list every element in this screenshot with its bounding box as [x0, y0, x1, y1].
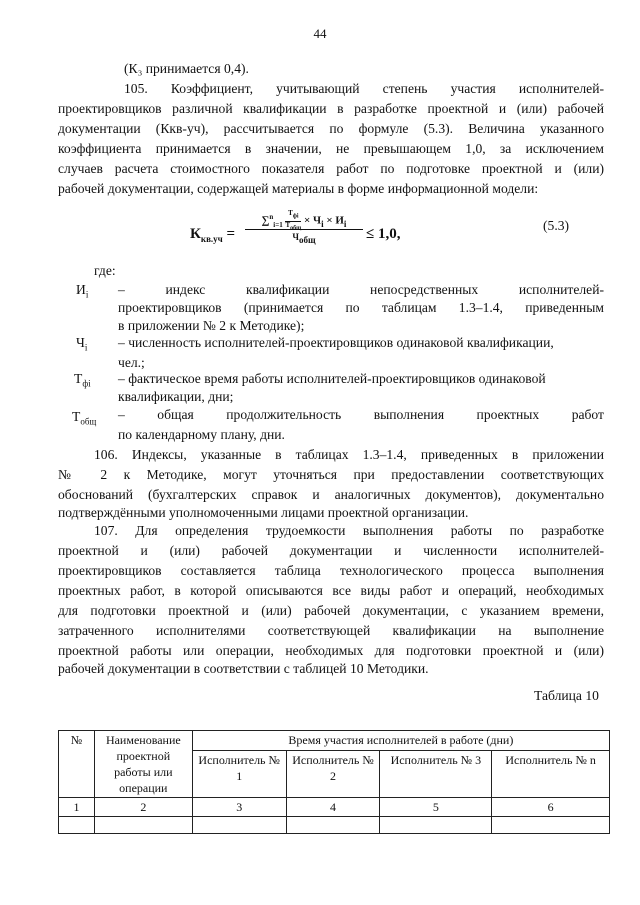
header-cell: № — [59, 731, 95, 798]
fraction-bar — [245, 229, 363, 230]
where-label: где: — [94, 263, 116, 278]
text-line: рабочей документации, содержащей материалы в форме информационной модели: — [58, 181, 539, 196]
definition-line: квалификации, дни; — [118, 389, 234, 404]
text-line: коэффициента принимается в значении, не превышающем 1,0, за исключением — [58, 141, 604, 156]
definition-line: по календарному плану, дни. — [118, 427, 285, 442]
page-number: 44 — [313, 26, 327, 41]
formula-rhs: ≤ 1,0, — [366, 226, 401, 242]
text-line: случаев расчета стоимостного показателя работ по подготовке проектной и (или) — [58, 161, 604, 176]
table-10 — [58, 730, 610, 834]
text-line: 106. Индексы, указанные в таблицах 1.3–1.4, приведенных в приложении — [94, 447, 604, 462]
definition-line: в приложении № 2 к Методике); — [118, 318, 305, 333]
table-cell: 3 — [192, 798, 286, 817]
table-caption: Таблица 10 — [534, 688, 599, 703]
definition-line: – общая продолжительность выполнения проектных работ — [118, 407, 604, 422]
formula-lhs: $К_{кв.уч}$ = — [190, 226, 236, 244]
table-cell — [59, 817, 95, 834]
header-cell: Исполнитель № 2 — [286, 751, 380, 798]
definition-line: чел.; — [118, 355, 145, 370]
text-line: обоснований (бухгалтерских справок и аналогичных документов), документально — [58, 487, 604, 502]
table-cell: 4 — [286, 798, 380, 817]
formula-reference: (5.3) — [543, 218, 570, 233]
definition-line: – фактическое время работы исполнителей-проектировщиков одинаковой — [118, 371, 546, 386]
header-cell: Время участия исполнителей в работе (дни) — [192, 731, 609, 751]
definition-symbol: $Ч_i$ — [76, 335, 88, 353]
text-line: проектных работ, в которой описываются все виды работ и операций, необходимых — [58, 583, 604, 598]
header-cell: Исполнитель № n — [492, 751, 610, 798]
table-header-row — [59, 731, 610, 751]
formula-denominator: $Ч_{общ}$ — [292, 232, 316, 245]
header-cell: Исполнитель № 3 — [380, 751, 492, 798]
header-cell: Исполнитель № 1 — [192, 751, 286, 798]
text-line: подтверждёнными уполномоченными лицами проектной организации. — [58, 505, 469, 520]
table-row — [59, 798, 610, 817]
definition-line: – индекс квалификации непосредственных исполнителей- — [118, 282, 604, 297]
table-cell — [192, 817, 286, 834]
table-cell — [286, 817, 380, 834]
text-line: документации (Ккв-уч), рассчитывается по формуле (5.3). Величина указанного — [58, 121, 604, 136]
table-cell — [94, 817, 192, 834]
text-line: № 2 к Методике, могут уточняться при предоставлении соответствующих — [58, 467, 604, 482]
text-line: затраченного исполнителями соответствующей квалификации на выполнение — [58, 623, 604, 638]
text-line: проектной и (или) рабочей документации и численности исполнителей- — [58, 543, 604, 558]
table-cell — [380, 817, 492, 834]
definition-symbol: $Т_{фi}$ — [74, 371, 91, 389]
text-line: 107. Для определения трудоемкости выполнения работы по разработке — [94, 523, 604, 538]
text-line: проектной работы или операции, необходимых для подготовки проектной и (или) — [58, 643, 604, 658]
text-line: проектировщиков составляется таблица технологического процесса выполнения — [58, 563, 604, 578]
table-cell: 5 — [380, 798, 492, 817]
table-cell — [492, 817, 610, 834]
definition-line: проектировщиков (принимается по таблицам 1.3–1.4, приведенным — [118, 300, 604, 315]
formula-5-3 — [190, 206, 401, 254]
table-row — [59, 817, 610, 834]
table-cell: 6 — [492, 798, 610, 817]
header-cell: Наименование проектной работы или операции — [94, 731, 192, 798]
table-cell: 2 — [94, 798, 192, 817]
formula-fraction — [245, 206, 363, 245]
table-cell: 1 — [59, 798, 95, 817]
definition-symbol: $И_i$ — [76, 282, 89, 300]
text-line: 105. Коэффициент, учитывающий степень участия исполнителей- — [124, 81, 604, 96]
formula-numerator: ∑$^n_{i=1}$ $Т_{фi}$ $Т_{общ} \times Ч_i \times И_i$ — [261, 209, 347, 232]
text-line: проектировщиков различной квалификации в разработке проектной и (или) рабочей — [58, 101, 604, 116]
text-line: (К₃ принимается 0,4). — [124, 61, 249, 76]
definition-symbol: $Т_{общ}$ — [72, 409, 97, 427]
definition-line: – численность исполнителей-проектировщиков одинаковой квалификации, — [118, 335, 554, 350]
text-line: рабочей документации в соответствии с таблицей 10 Методики. — [58, 661, 429, 676]
text-line: для подготовки проектной и (или) рабочей документации, с указанием времени, — [58, 603, 604, 618]
